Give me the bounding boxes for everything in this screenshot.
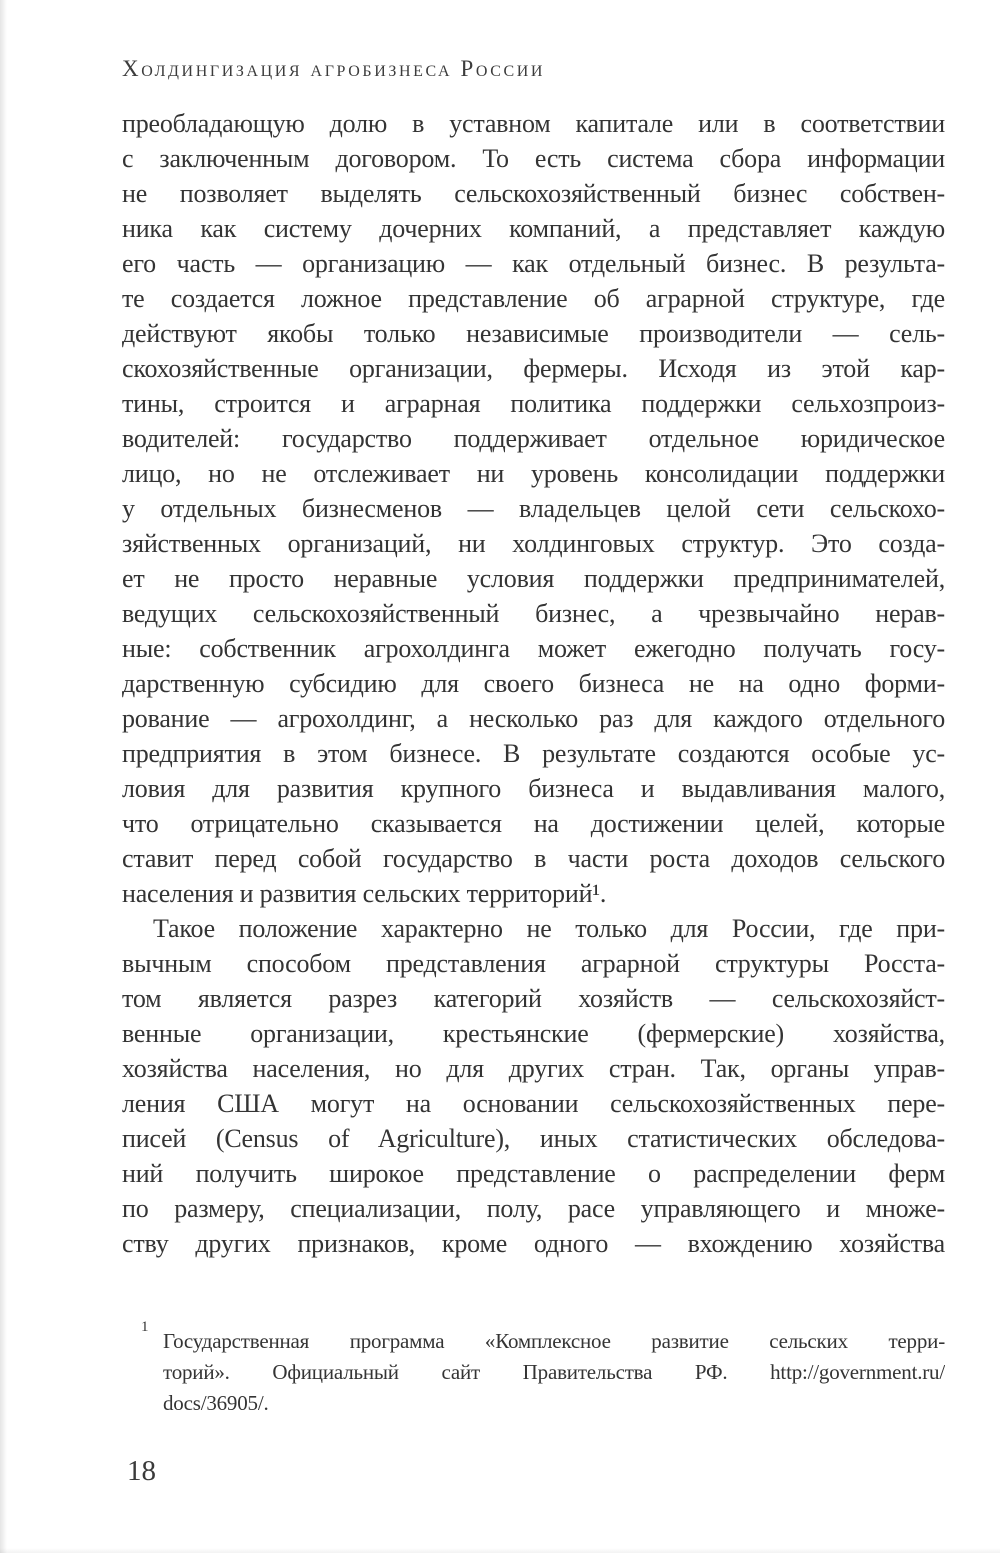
text-line: тины, строится и аграрная политика поддержки сельхозпроиз- <box>122 389 945 418</box>
text-line: Государственная программа «Комплексное развитие сельских терри- <box>163 1329 945 1353</box>
paragraph-second <box>122 911 945 1261</box>
running-header: Холдингизация агробизнеса России <box>122 56 546 81</box>
text-line: водителей: государство поддерживает отдельное юридическое <box>122 424 945 453</box>
text-line: ет не просто неравные условия поддержки предпринимателей, <box>122 564 945 593</box>
page-number: 18 <box>127 1455 156 1487</box>
text-line: ные: собственник агрохолдинга может ежегодно получать госу- <box>122 634 945 663</box>
paragraph-continued-from-previous-page <box>122 106 945 911</box>
text-line: рование — агрохолдинг, а несколько раз для каждого отдельного <box>122 704 945 733</box>
text-line: хозяйства населения, но для других стран. Так, органы управ- <box>122 1054 945 1083</box>
text-line: писей (Census of Agriculture), иных статистических обследова- <box>122 1124 945 1153</box>
text-line: с заключенным договором. То есть система сбора информации <box>122 144 945 173</box>
text-line: населения и развития сельских территорий¹. <box>122 879 607 908</box>
scan-bottom-edge-shading <box>0 1548 1000 1553</box>
text-line: дарственную субсидию для своего бизнеса не на одно форми- <box>122 669 945 698</box>
text-line: зяйственных организаций, ни холдинговых структур. Это созда- <box>122 529 945 558</box>
text-line: не позволяет выделять сельскохозяйственный бизнес собствен- <box>122 179 945 208</box>
text-line: лицо, но не отслеживает ни уровень консолидации поддержки <box>122 459 945 488</box>
text-line: торий». Официальный сайт Правительства РФ. http://government.ru/ <box>163 1360 945 1384</box>
text-line: предприятия в этом бизнесе. В результате создаются особые ус- <box>122 739 945 768</box>
footnote-text <box>163 1326 945 1419</box>
text-line: ловия для развития крупного бизнеса и выдавливания малого, <box>122 774 945 803</box>
text-line: ления США могут на основании сельскохозяйственных пере- <box>122 1089 945 1118</box>
text-line: ника как систему дочерних компаний, а представляет каждую <box>122 214 945 243</box>
body-text <box>122 106 945 1261</box>
text-line: его часть — организацию — как отдельный бизнес. В результа- <box>122 249 945 278</box>
text-line: действуют якобы только независимые производители — сель- <box>122 319 945 348</box>
text-line: венные организации, крестьянские (фермерские) хозяйства, <box>122 1019 945 1048</box>
text-line: ставит перед собой государство в части роста доходов сельского <box>122 844 945 873</box>
text-line: по размеру, специализации, полу, расе управляющего и множе- <box>122 1194 945 1223</box>
text-line: ству других признаков, кроме одного — вхождению хозяйства <box>122 1229 945 1258</box>
text-line: ний получить широкое представление о распределении ферм <box>122 1159 945 1188</box>
text-line: что отрицательно сказывается на достижении целей, которые <box>122 809 945 838</box>
text-line: том является разрез категорий хозяйств — сельскохозяйст- <box>122 984 945 1013</box>
text-line: docs/36905/. <box>163 1391 269 1415</box>
scan-left-edge-shading <box>0 0 7 1553</box>
text-line: ведущих сельскохозяйственный бизнес, а чрезвычайно нерав- <box>122 599 945 628</box>
text-line: у отдельных бизнесменов — владельцев целой сети сельскохо- <box>122 494 945 523</box>
text-line: Такое положение характерно не только для России, где при- <box>153 914 945 943</box>
footnote <box>141 1319 945 1419</box>
text-line: скохозяйственные организации, фермеры. Исходя из этой кар- <box>122 354 945 383</box>
footnote-marker: 1 <box>141 1319 149 1335</box>
text-line: вычным способом представления аграрной структуры Росста- <box>122 949 945 978</box>
text-line: те создается ложное представление об аграрной структуре, где <box>122 284 945 313</box>
text-line: преобладающую долю в уставном капитале или в соответствии <box>122 109 945 138</box>
